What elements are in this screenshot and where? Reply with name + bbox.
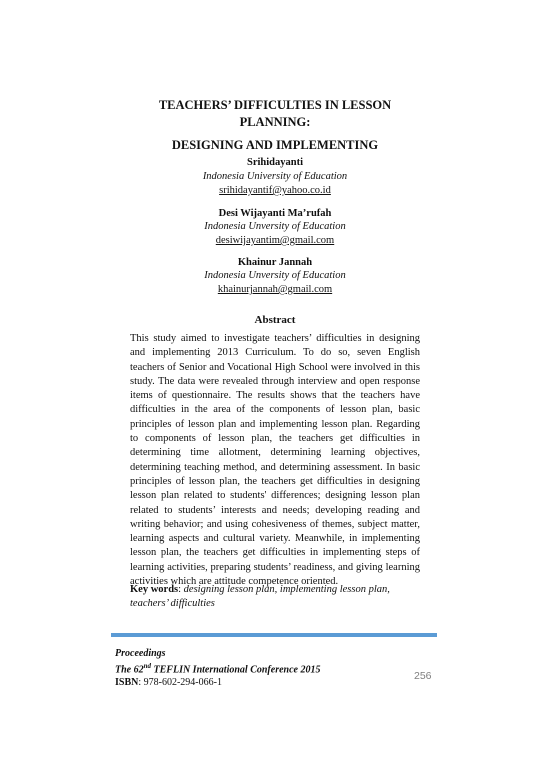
- conf-prefix: The 62: [115, 664, 144, 676]
- title-line-2: PLANNING:: [239, 115, 311, 129]
- keywords-label: Key words: [130, 584, 179, 595]
- author-email[interactable]: khainurjannah@gmail.com: [217, 284, 333, 295]
- footer-isbn: [115, 676, 320, 689]
- author-name: Srihidayanti: [246, 157, 304, 168]
- author-email[interactable]: srihidayantif@yahoo.co.id: [219, 185, 331, 196]
- author-affiliation: Indonesia University of Education: [202, 171, 348, 182]
- author-email[interactable]: desiwijayantim@gmail.com: [215, 235, 335, 246]
- keywords-separator: :: [178, 584, 184, 595]
- author-affiliation: Indonesia Unversity of Education: [204, 270, 346, 281]
- footer-rule: [111, 633, 437, 637]
- page-number: 256: [414, 670, 432, 682]
- author-name: Desi Wijayanti Ma’rufah: [218, 208, 332, 219]
- author-name: Khainur Jannah: [237, 257, 313, 268]
- title-line-1: TEACHERS’ DIFFICULTIES IN LESSON: [158, 98, 392, 112]
- keywords: [130, 583, 420, 612]
- isbn-label: ISBN: [115, 677, 139, 689]
- author-affiliation: Indonesia Unversity of Education: [204, 221, 346, 232]
- paper-title: [0, 97, 550, 131]
- footer-conference: [115, 660, 320, 676]
- paper-subtitle: DESIGNING AND IMPLEMENTING: [171, 138, 379, 152]
- keywords-text: designing lesson plan, implementing lesson plan, teachers’ difficulties: [130, 584, 390, 610]
- conf-suffix: TEFLIN International Conference 2015: [151, 664, 321, 676]
- abstract-heading: Abstract: [254, 314, 296, 326]
- conf-ordinal: nd: [143, 662, 152, 670]
- abstract-text: This study aimed to investigate teachers’ difficulties in designing and implementing 2013 Curriculum. To do so, seven English teachers of Senior and Vocational High School were involved in this study. The data were revealed through interview and open response items of questionnaire. The results shows that the teachers have difficulties in the area of the components of lesson plan, basic principles of lesson plan and implementing lesson plan. Regarding to components of lesson plan, the teachers get difficulties in determining time allotment, determining learning objectives, determining teaching method, and determining assessment. In basic principles of lesson plan, the teachers get difficulties in designing lesson plan related to students' differences; designing lesson plan related to students’ interests and needs; developing reading and writing behavior; and using cohesiveness of themes, subject matter, learning aspects and cultural variety. Meanwhile, in implementing lesson plan, the teachers get difficulties in implementing steps of learning activities, preparing students’ readiness, and giving learning activities which are attitude competence oriented.: [130, 333, 420, 588]
- isbn-value: : 978-602-294-066-1: [138, 677, 222, 689]
- footer: [115, 647, 320, 689]
- footer-proceedings: Proceedings: [115, 648, 166, 659]
